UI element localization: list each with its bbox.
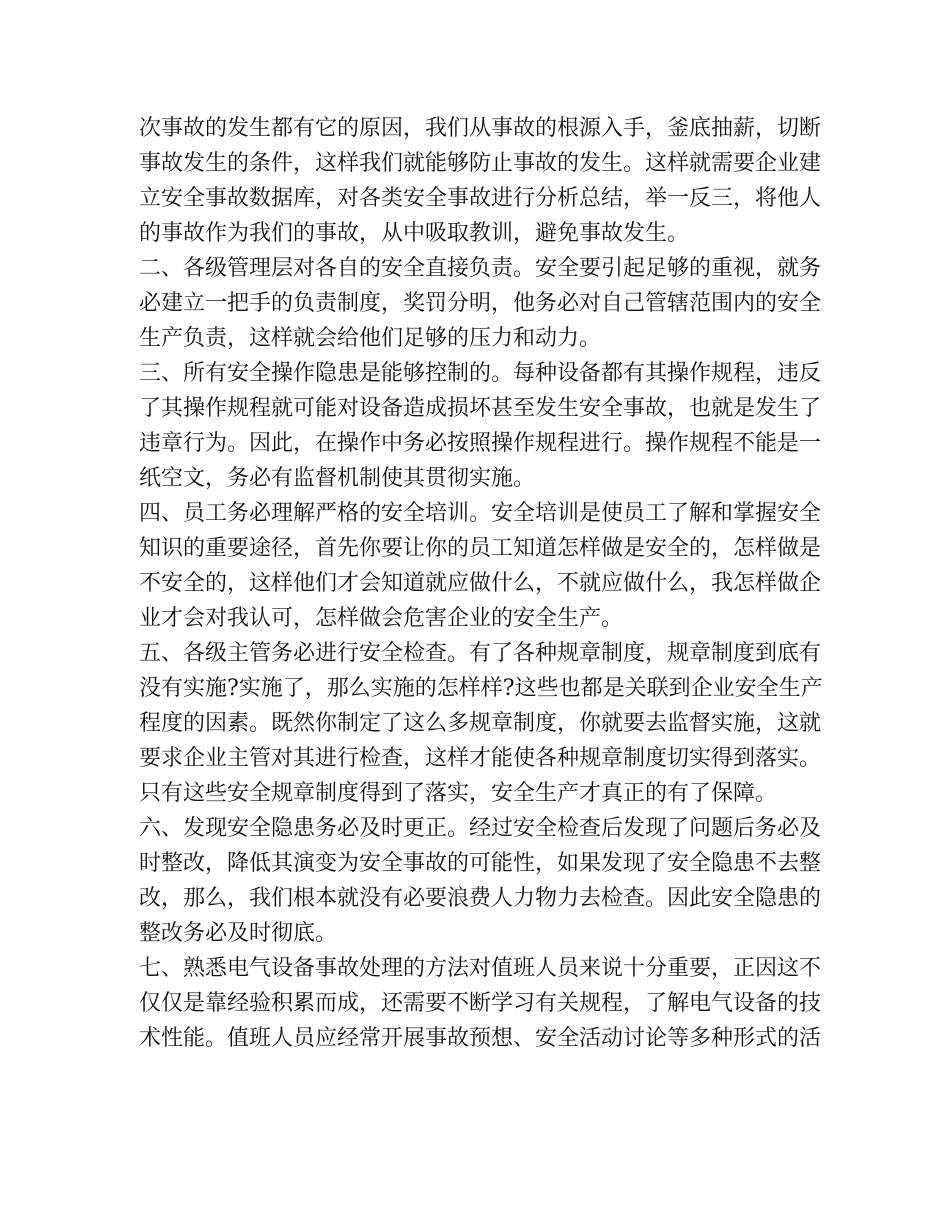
text-line: 只有这些安全规章制度得到了落实，安全生产才真正的有了保障。 [139, 781, 778, 806]
document-body [139, 111, 823, 1056]
text-line: 时整改，降低其演变为安全事故的可能性，如果发现了安全隐患不去整 [139, 851, 822, 876]
text-line: 纸空文，务必有监督机制使其贯彻实施。 [139, 466, 536, 491]
text-line: 了其操作规程就可能对设备造成损坏甚至发生安全事故，也就是发生了 [139, 396, 822, 421]
text-line: 违章行为。因此，在操作中务必按照操作规程进行。操作规程不能是一 [139, 431, 822, 456]
text-line: 立安全事故数据库，对各类安全事故进行分析总结，举一反三，将他人 [139, 186, 822, 211]
text-line: 的事故作为我们的事故，从中吸取教训，避免事故发生。 [139, 221, 690, 246]
text-line: 事故发生的条件，这样我们就能够防止事故的发生。这样就需要企业建 [139, 151, 822, 176]
text-line: 要求企业主管对其进行检查，这样才能使各种规章制度切实得到落实。 [139, 746, 822, 771]
text-line: 四、员工务必理解严格的安全培训。安全培训是使员工了解和掌握安全 [139, 501, 822, 526]
text-line: 必建立一把手的负责制度，奖罚分明，他务必对自己管辖范围内的安全 [139, 291, 822, 316]
text-line: 业才会对我认可，怎样做会危害企业的安全生产。 [139, 606, 624, 631]
text-line: 没有实施?实施了，那么实施的怎样样?这些也都是关联到企业安全生产 [139, 676, 823, 701]
text-line: 程度的因素。既然你制定了这么多规章制度，你就要去监督实施，这就 [139, 711, 822, 736]
text-line: 七、熟悉电气设备事故处理的方法对值班人员来说十分重要，正因这不 [139, 956, 822, 981]
text-line: 六、发现安全隐患务必及时更正。经过安全检查后发现了问题后务必及 [139, 816, 822, 841]
text-line: 五、各级主管务必进行安全检查。有了各种规章制度，规章制度到底有 [139, 641, 822, 666]
text-line: 整改务必及时彻底。 [139, 921, 338, 946]
text-line: 不安全的，这样他们才会知道就应做什么，不就应做什么，我怎样做企 [139, 571, 822, 596]
text-line: 三、所有安全操作隐患是能够控制的。每种设备都有其操作规程，违反 [139, 361, 822, 386]
text-line: 术性能。值班人员应经常开展事故预想、安全活动讨论等多种形式的活 [139, 1026, 822, 1051]
text-line: 二、各级管理层对各自的安全直接负责。安全要引起足够的重视，就务 [139, 256, 822, 281]
text-line: 生产负责，这样就会给他们足够的压力和动力。 [139, 326, 602, 351]
text-line: 知识的重要途径，首先你要让你的员工知道怎样做是安全的，怎样做是 [139, 536, 822, 561]
text-line: 次事故的发生都有它的原因，我们从事故的根源入手，釜底抽薪，切断 [139, 116, 822, 141]
text-line: 仅仅是靠经验积累而成，还需要不断学习有关规程，了解电气设备的技 [139, 991, 822, 1016]
text-line: 改，那么，我们根本就没有必要浪费人力物力去检查。因此安全隐患的 [139, 886, 822, 911]
